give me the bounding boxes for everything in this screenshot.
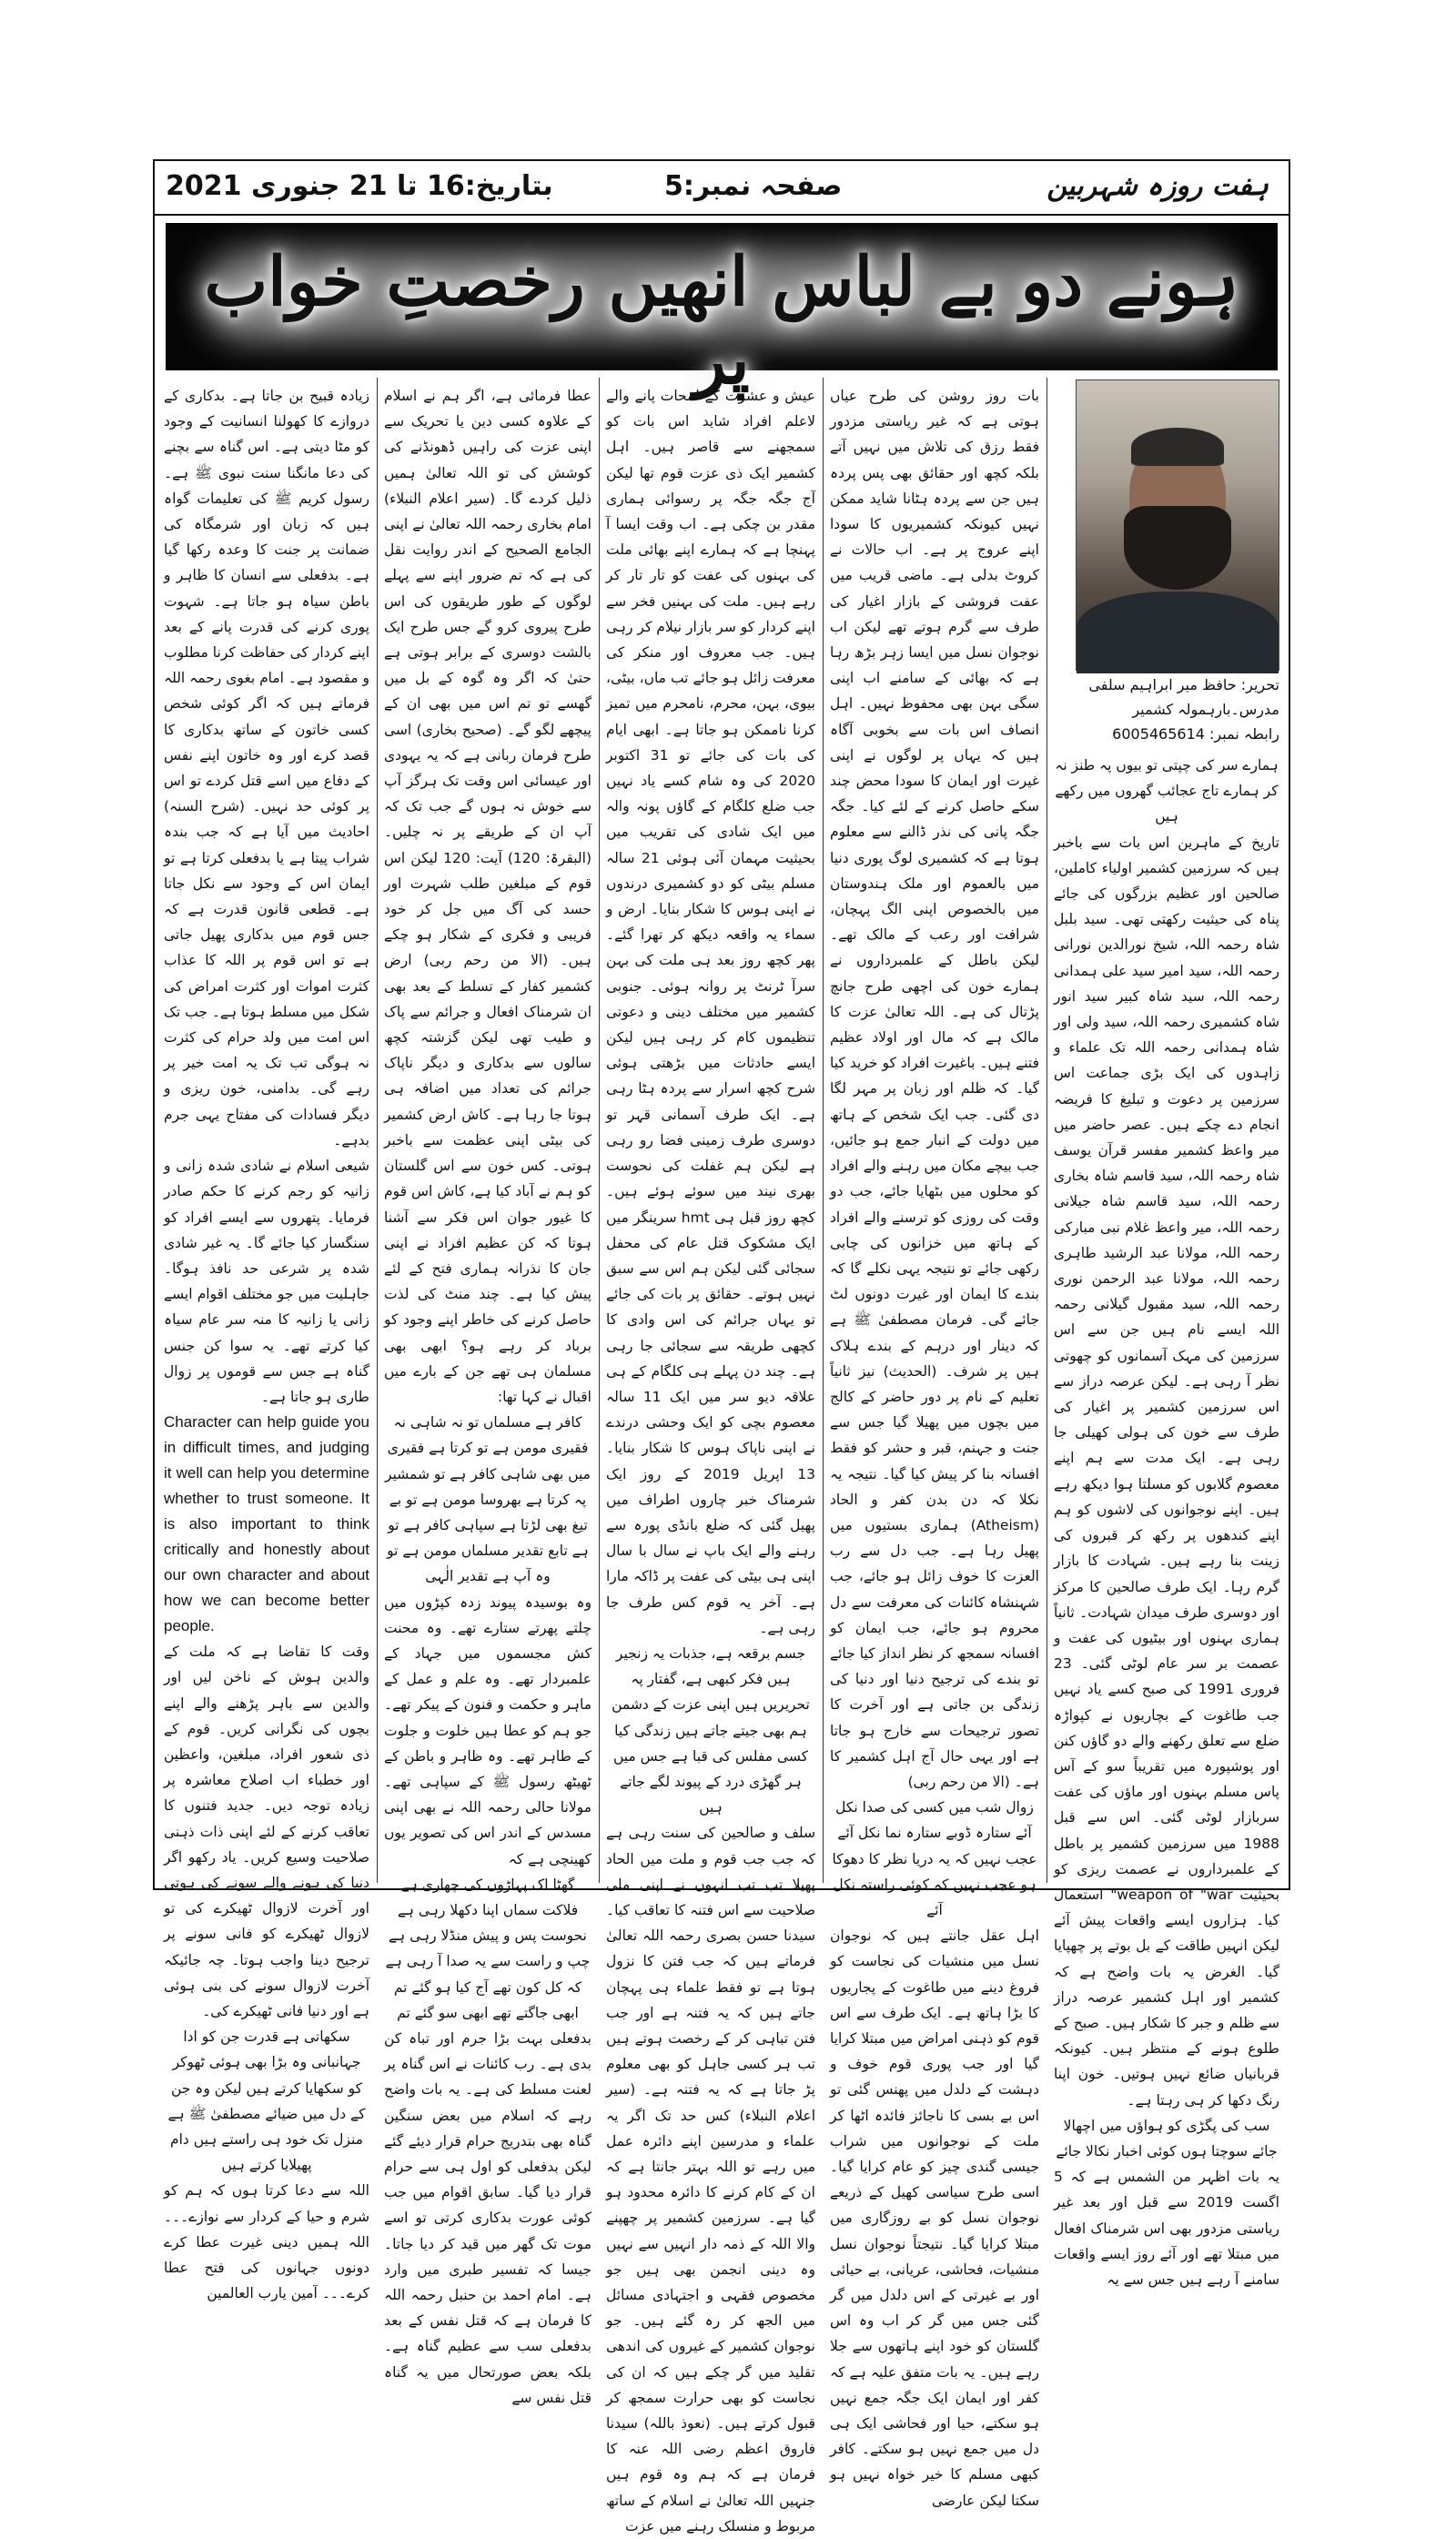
article-column-1 [1054,753,1280,2288]
couplet: سب کی پگڑی کو ہواؤں میں اچھالا جائے سوچتا ہوں کوئی اخبار نکالا جائے [1056,2117,1278,2160]
iqbal-verse: کافر ہے مسلماں تو نہ شاہی نہ فقیری مومن ہے تو کرتا ہے فقیری میں بھی شاہی کافر ہے تو شمشیر پہ کرتا ہے بھروسا مومن ہے تو بے تیغ بھی لڑتا ہے سپاہی کافر ہے تو ہے تابع تقدیر مسلماں مومن ہے تو وہ آپ ہے تقدیر الٰہی [385,1414,591,1585]
article-column-4 [384,383,592,2406]
author-photo [1076,379,1279,671]
photo-shoulders [1077,592,1279,673]
english-quote: Character can help guide you in difficult times, and judging it well can help you determine whether to trust someone. It is also important to think critically and honestly about our own character and about how we can become better people. [164,1413,369,1635]
column-5-advice: وقت کا تقاضا ہے کہ ملت کے والدین ہوش کے ناخن لیں اور والدین سے باہر پڑھنے والے اپنے بچوں کی نگرانی کریں۔ قوم کے ذی شعور افراد، مبلغین، واعظین اور خطباء اب اصلاح معاشرہ پر زیادہ توجہ دیں۔ جدید فتنوں کا تعاقب کرنے کے لئے اپنی ذات ذہنی صلاحیت وسیع کریں۔ یاد رکھو اگر دنیا کی ہونے والے سونے کی ہوتی اور آخرت لازوال ٹھیکرے کی تو لازوال ٹھیکرے کو فانی سونے پر ترجیح دینا واجب ہوتا۔ چہ جائیکہ آخرت لازوال سونے کی بنی ہوئی ہے اور دنیا فانی ٹھیکرے کی۔ [164,1644,369,2019]
author-contact: رابطہ نمبر: 6005465614 [1112,725,1279,743]
column-2-continued: اہل عقل جانتے ہیں کہ نوجوان نسل میں منشیات کی نجاست کو فروغ دینے میں طاغوت کے پجاریوں کا بڑا ہاتھ ہے۔ ایک طرف سے اس قوم کو ذہنی امراض میں مبتلا کرایا گیا اور جب پوری قوم خوف و دہشت کے دلدل میں پھنس گئی تو اس بے بسی کا ناجائز فائدہ اٹھا کر ملت کے نوجوانوں میں شراب جیسی گندی چیز کو عام کرایا گیا۔ اسی طرح سیاسی کھیل کے ذریعے نوجوان نسل کو بے روزگاری میں مبتلا کرایا گیا۔ نتیجتاً نوجوان نسل منشیات، فحاشی، عریانی، بے حیائی اور بے غیرتی کے اس دلدل میں گر گئی جس میں گر کر اب وہ اس گلستان کو خود اپنے ہاتھوں سے جلا رہے ہیں۔ یہ بات متفق علیہ ہے کہ کفر اور ایمان ایک جگہ جمع نہیں ہو سکتے، حیا اور فحاشی ایک ہی دل میں جمع نہیں ہو سکتے۔ کافر کبھی مسلم کا خیر خواہ نہیں ہو سکتا لیکن عارضی [830,1927,1039,2509]
column-4-paragraph: وہ بوسیدہ پیوند زدہ کپڑوں میں چلتے پھرتے ستارے تھے۔ وہ محنت کش مجسموں میں جہاد کے علمبردار تھے۔ وہ علم و عمل کے ماہر و حکمت و فنون کے پیکر تھے۔ جو ہم کو عطا ہیں خلوت و جلوت کے طاہر تھے۔ وہ ظاہر و باطن کے ٹھیٹھ رسول ﷺ کے سپاہی تھے۔ مولانا حالی رحمہ اللہ نے بھی اپنی مسدس کے اندر اس کی تصویر یوں کھینچی ہے کہ [384,1593,592,1867]
column-1-body: تاریخ کے ماہرین اس بات سے باخبر ہیں کہ سرزمین کشمیر اولیاء کاملین، صالحین اور عظیم بزرگوں کی جائے پناہ کی حیثیت رکھتی تھی۔ سید بلبل شاہ رحمہ اللہ، شیخ نورالدین نورانی رحمہ اللہ، سید امیر سید علی ہمدانی رحمہ اللہ، سید شاہ کبیر سید انور شاہ کشمیری رحمہ اللہ، سید ولی اور شاہ ہمدانی رحمہ اللہ تک علماء و زاہدوں کی ایک بڑی جماعت اس سرزمین پر دعوت و تبلیغ کا فریضہ انجام دے چکے ہیں۔ عصر حاضر میں میر واعظ کشمیر مفسر قرآن یوسف شاہ رحمہ اللہ، سید قاسم شاہ بخاری رحمہ اللہ، سید قاسم شاہ جیلانی رحمہ اللہ، میر واعظ غلام نبی مبارکی رحمہ اللہ، مولانا عبد الرشید طاہری رحمہ اللہ، مولانا عبد الرحمن نوری رحمہ اللہ، سید مقبول گیلانی رحمہ اللہ ایسے نام ہیں جن سے اس سرزمین کی مہک آسمانوں کو چھوتی نظر آ رہی ہے۔ لیکن عرصہ دراز سے اس سرزمین کشمیر پر اغیار کی طرف سے خون کی ہولی کھیلی جا رہی ہے۔ ایک مدت سے ہم اپنے معصوم گلابوں کو مسلتا ہوا دیکھ رہے ہیں۔ اپنے نوجوانوں کی لاشوں کو ہم اپنے کندھوں پر رکھ کر قبروں کی زینت بنا رہے ہیں۔ شہادت کا بازار گرم رہا۔ ایک طرف صالحین کا مرکز اور دوسری طرف میدان شہادت۔ ثانیاً ہماری بہنوں اور بیٹیوں کی عفت و عصمت بر سر عام لوٹی گئی۔ 23 فروری 1991 کی صبح کسے یاد نہیں جب طاغوت کے بچاریوں نے کپواڑہ ضلع سے تعلق رکھنے والے دو گاؤں کنن اور پوشپورہ میں تقریباً سو کے آس پاس مسلم بہنوں اور ماؤں کی عفت سربازار لوٹی گئی۔ اس سے قبل 1988 میں سرزمین کشمیر پر باطل کے علمبرداروں نے عصمت ریزی کو بحیثیت weapon of "war" استعمال کیا۔ ہزاروں ایسے واقعات پیش آئے لیکن انہیں طاقت کے بل بوتے پر چھپایا گیا۔ الغرض یہ بات واضح ہے کہ کشمیر اور اہل کشمیر عرصہ دراز سے ظلم و جبر کا شکار ہیں۔ صبح کے طلوع ہونے کے منتظر ہیں۔ کیونکہ قربانیاں ضائع نہیں ہوتیں۔ خون اپنا رنگ دکھا کر ہی رہتا ہے۔ [1054,834,1280,2109]
article-column-5 [164,383,369,2302]
newspaper-page [153,159,1290,2534]
article-column-2 [830,383,1039,2509]
opening-couplet: ہمارے سر کی چپتی تو بیوں پہ طنز نہ کر ہمارے تاج عجائب گھروں میں رکھے ہیں [1055,757,1279,825]
photo-beard [1124,506,1231,590]
column-rule [599,378,600,1883]
column-2-body: بات روز روشن کی طرح عیاں ہوتی ہے کہ غیر ریاستی مزدور فقط رزق کی تلاش میں نہیں آتے بلکہ کچھ اور حقائق بھی پس پردہ ہیں جن سے پردہ ہٹانا شاید ممکن نہیں کیونکہ کشمیریوں کا سودا اپنے عروج پر ہے۔ اب حالات نے کروٹ بدلی ہے۔ ماضی قریب میں عفت فروشی کے بازار اغیار کی طرف سے گرم ہوتے تھے لیکن اب نوجوان نسل میں ایسا زہر بڑھ رہا ہے کہ بھائی کے سامنے اب اپنی سگی بہن بھی محفوظ نہیں۔ اہل انصاف اس بات سے بخوبی آگاہ ہیں کہ یہاں پر لوگوں نے اپنی غیرت اور ایمان کا سودا محض چند سکے حاصل کرنے کے لئے کیا۔ جگہ جگہ پانی کی نذر ڈالنے سے معلوم ہوتا ہے کہ کشمیری لوگ پوری دنیا میں بالعموم اور ملک ہندوستان میں بالخصوص اپنی الگ پہچان، شرافت اور رعب کے مالک تھے۔ لیکن باطل کے علمبرداروں نے ہمارے خون کی اچھی طرح جانچ پڑتال کی ہے۔ اللہ تعالیٰ عزت کا مالک ہے کہ مال اور اولاد عظیم فتنے ہیں۔ باغیرت افراد کو خرید کیا گیا۔ کہ ظلم اور زبان پر مہر لگا دی گئی۔ جب ایک شخص کے ہاتھ میں دولت کے انبار جمع ہو جائیں، جب بیچے مکان میں رہنے والے افراد کو محلوں میں بٹھایا جائے، جب دو وقت کی روزی کو ترسنے والے افراد کے ہاتھ میں خزانوں کی چابی رکھی جائے تو نتیجہ یہی نکلے گا کہ بندے کا ایمان اور غیرت دونوں لٹ جائے گی۔ فرمان مصطفیٰ ﷺ ہے کہ دینار اور درہم کے بندے ہلاک ہیں پر شرف۔ (الحدیث) نیز ثانیاً تعلیم کے نام پر دور حاضر کے کالج میں بچوں میں پھیلا گیا جس سے جنت و جہنم، قبر و حشر کو فقط افسانہ بنا کر پیش کیا گیا۔ نتیجہ یہ نکلا کہ دن بدن کفر و الحاد (Atheism) ہماری بستیوں میں پھیل رہا ہے۔ جب دل سے رب العزت کا خوف زائل ہو جائے، جب شہنشاہ کائنات کی معرفت سے دل محروم ہو جائے، جب ایمان کو افسانہ سمجھ کر نظر انداز کیا جائے تو بندے کی ترجیح دنیا اور دنیا کی زندگی بن جاتی ہے اور آخرت کا تصور ترجیحات سے خارج ہو جاتا ہے اور یہی حال آج اہل کشمیر کا ہے۔ (الا من رحم ربی) [830,388,1039,1790]
author-name: تحریر: حافظ میر ابراہیم سلفی [1088,676,1279,693]
column-rule [823,378,824,1883]
couplet: زوال شب میں کسی کی صدا نکل آئے ستارہ ڈوبے ستارہ نما نکل آئے عجب نہیں کہ یہ دریا نظر کا دھوکا ہو عجب نہیں کہ کوئی راستہ نکل آئے [832,1799,1037,1918]
column-rule [1046,378,1047,1883]
column-5-paragraph: شیعی اسلام نے شادی شدہ زانی و زانیہ کو رجم کرنے کا حکم صادر فرمایا۔ پتھروں سے ایسے افراد کو سنگسار کیا جائے گا۔ یہ غیر شادی شدہ پر شرعی حد نافذ ہوگا۔ جاہلیت میں جو مختلف اقوام ایسے زانی یا زانیہ کا منہ سر عام سیاہ کیا کرتے تھے۔ یہ سوا کن جنس گناہ ہے جس سے قوموں پر زوال طاری ہو جاتا ہے۔ [164,1158,369,1405]
column-1-continued: یہ بات اظہر من الشمس ہے کہ 5 اگست 2019 سے قبل اور بعد غیر ریاستی مزدور بھی اس شرمناک افعال میں مبتلا تھے اور آئے روز ایسے واقعات سامنے آ رہے ہیں جس سے یہ [1054,2169,1279,2288]
publication-name: ہفت روزہ شہربین [1046,170,1269,202]
article-headline: ہونے دو بے لباس انھیں رخصتِ خواب پر [204,243,1239,400]
issue-date: بتاریخ:16 تا 21 جنوری 2021 [166,170,553,202]
column-5-body: زیادہ قبیح بن جاتا ہے۔ بدکاری کے دروازے کا کھولنا انسانیت کے وجود کو مٹا دیتی ہے۔ اس گناہ سے بچنے کی دعا مانگنا سنت نبوی ﷺ ہے۔ رسول کریم ﷺ کی تعلیمات گواہ ہیں کہ زبان اور شرمگاہ کی ضمانت پر جنت کا وعدہ رکھا گیا ہے۔ بدفعلی سے انسان کا ظاہر و باطن سیاہ ہو جاتا ہے۔ شہوت پوری کرنے کی قدرت پانے کے بعد اپنے کردار کی حفاظت کرنا مطلوب و مقصود ہے۔ امام بغوی رحمہ اللہ فرماتے ہیں کہ اگر کوئی شخص کسی خاتون کے ساتھ بدکاری کا قصد کرے اور وہ خاتون اپنے نفس کے دفاع میں اسے قتل کردے تو اس پر کوئی حد نہیں۔ (شرح السنہ) احادیث میں آیا ہے کہ جب بندہ شراب پیتا ہے یا بدفعلی کرتا ہے تو ایمان اس کے وجود سے نکل جاتا ہے۔ قطعی قانون قدرت ہے کہ جس قوم میں بدکاری پھیل جاتی ہے تو اس قوم پر اللہ کا عذاب کثرت اموات اور کثرت امراض کی شکل میں مسلط ہوتا ہے۔ جب تک اس امت میں ولد حرام کی کثرت نہ ہوگی تب تک یہ امت خیر پر رہے گی۔ بدامنی، خون ریزی و دیگر فسادات کی مفتاح یہی جرم بدہے۔ [164,388,369,1148]
author-role: مدرس۔بارہمولہ کشمیر [1132,701,1279,718]
page-number: صفحہ نمبر:5 [664,170,843,202]
article-column-3 [606,383,815,2534]
column-4-body: عطا فرمائی ہے، اگر ہم نے اسلام کے علاوہ کسی دین یا تحریک سے اپنی عزت کی راہیں ڈھونڈنے کی کوشش کی تو اللہ تعالیٰ ہمیں ذلیل کردے گا۔ (سیر اعلام النبلاء) امام بخاری رحمہ اللہ تعالیٰ نے اپنی الجامع الصحیح کے اندر روایت نقل کی ہے کہ تم ضرور اپنے سے پہلے لوگوں کے طور طریقوں کی اس طرح پیروی کرو گے جس طرح ایک بالشت دوسری کے برابر ہوتی ہے حتیٰ کہ اگر وہ گوہ کے بل میں گھسے تو تم اس میں بھی ان کے پیچھے لگو گے۔ (صحیح بخاری) اسی طرح فرمان ربانی ہے کہ یہ یہودی اور عیسائی اس وقت تک ہرگز آپ سے خوش نہ ہوں گے جب تک کہ آپ ان کے طریقے پر نہ چلیں۔ (البقرۃ: 120) آیت: 120 لیکن اس قوم کے مبلغین طلب شہرت اور حسد کی آگ میں جل کر خود فریبی و فکری کے شکار ہو چکے ہیں۔ (الا من رحم ربی) ارض کشمیر کفار کے تسلط کے بعد بھی ان شرمناک افعال و جرائم سے پاک و طیب تھی لیکن گزشتہ کچھ سالوں سے بدکاری و دیگر ناپاک جرائم کی تعداد میں اضافہ ہی ہوتا جا رہا ہے۔ کاش ارض کشمیر کی بیٹی اپنی عظمت سے باخبر ہوتی۔ کس خون سے اس گلستان کو ہم نے آباد کیا ہے، کاش اس قوم کا غیور جوان اس فکر سے آشنا ہوتا کہ کن عظیم افراد نے اپنی جان کا نذرانہ ہماری فتح کے لئے پیش کیا ہے۔ چند منٹ کی لذت حاصل کرنے کی خاطر اپنے وجود کو برباد کر رہے ہو؟ ابھی بھی مسلمان ہی تھے جن کے بارے میں اقبال نے کہا تھا: [384,388,592,1405]
author-byline [1077,673,1279,746]
column-rule [377,378,378,1883]
column-3-continued: سلف و صالحین کی سنت رہی ہے کہ جب جب قوم و ملت میں الحاد پھیلا تب تب انہوں نے اپنی ملی صلاحیت سے اس فتنہ کا تعاقب کیا۔ سیدنا حسن بصری رحمہ اللہ تعالیٰ فرماتے ہیں کہ جب فتن کا نزول ہوتا ہے تو فقط علماء ہی پہچان جاتے ہیں کہ یہ فتنہ ہے اور جب فتن تباہی کر کے رخصت ہوتے ہیں تب ہر کسی جاہل کو بھی معلوم پڑ جاتا ہے کہ یہ فتنہ ہے۔ (سیر اعلام النبلاء) کس حد تک اگر یہ علماء و مدرسین اپنے دائرہ عمل میں رہے تو اللہ بہتر جانتا ہے کہ ان کے کام کرنے کا دائرہ محدود ہو گیا ہے۔ سرزمین کشمیر پر چھپنے والا اللہ کے ذمہ دار انہیں سے نہیں وہ دینی انجمن بھی ہیں جو مخصوص فقہی و اجتہادی مسائل میں الجھ کر رہ گئے ہیں۔ جو نوجوان کشمیر کے غیروں کی اندھی تقلید میں گر چکے ہیں کہ ان کی نجاست کو بھی حرارت سمجھ کر قبول کرتے ہیں۔ (نعوذ باللہ) سیدنا فاروق اعظم رضی اللہ عنہ کا فرمان ہے کہ ہم وہ قوم ہیں جنہیں اللہ تعالیٰ نے اسلام کے ساتھ مربوط و منسلک رہنے میں عزت [606,1825,815,2534]
closing-couplet: سکھاتی ہے قدرت جن کو ادا جہانبانی وہ بڑا بھی ہوئی ٹھوکر کو سکھایا کرتے ہیں لیکن وہ جن کے دل میں ضیائے مصطفیٰ ﷺ ہے منزل تک خود ہی راستے ہیں دام پھیلایا کرتے ہیں [167,2028,366,2174]
photo-cap [1131,428,1224,466]
column-4-continued: بدفعلی بہت بڑا جرم اور تباہ کن بدی ہے۔ رب کائنات نے اس گناہ پر لعنت مسلط کی ہے۔ یہ بات واضح رہے کہ اسلام میں بعض سنگین گناہ بھی بتدریج حرام قرار دیئے گئے لیکن بدفعلی کو اول ہی سے حرام قرار دیا گیا۔ سابق اقوام میں جب کوئی عورت بدکاری کرتی تو اسے موت تک گھر میں قید کر دیا جاتا۔ جیسا کہ تفسیر طبری میں وارد ہے۔ امام احمد بن حنبل رحمہ اللہ کا فرمان ہے کہ قتل نفس کے بعد بدفعلی سب سے عظیم گناہ ہے۔ بلکہ بعض صورتحال میں یہ گناہ قتل نفس سے [384,2030,592,2406]
headline-banner [166,223,1278,400]
column-3-body: عیش و عشرت کے لمحات پانے والے لاعلم افراد شاید اس بات کو سمجھنے سے قاصر ہیں۔ اہل کشمیر ایک ذی عزت قوم تھا لیکن آج جگہ جگہ پر رسوائی ہماری مقدر بن چکی ہے۔ اب وقت ایسا آ پہنچا ہے کہ ہمارے اپنے بھائی ملت کی بہنوں کی عفت کو تار تار کر رہے ہیں۔ ملت کی بہنیں فخر سے اپنے کردار کو سر بازار نیلام کر رہی ہیں۔ جب معروف اور منکر کی معرفت زائل ہو جائے تب ماں، بیٹی، بیوی، بہن، محرم، نامحرم میں تمیز کرنا ناممکن ہو جاتا ہے۔ ابھی ایام کی بات کی جائے تو 31 اکتوبر 2020 کی وہ شام کسے یاد نہیں جب ضلع کلگام کے گاؤں پونہ والہ میں ایک شادی کی تقریب میں بحیثیت مہمان آئی ہوئی 21 سالہ مسلم بیٹی کو دو کشمیری درندوں نے اپنی ہوس کا شکار بنایا۔ ارض و سماء یہ واقعہ دیکھ کر تھرا گئے۔ پھر کچھ روز بعد ہی ملت کی بہن سرآ ٹرنٹ پر روانہ ہوئی۔ جنوبی کشمیر میں مختلف دینی و دعوتی تنظیموں کام کر رہی ہیں لیکن ایسے حادثات میں بڑھتی ہوئی شرح کچھ اسرار سے پردہ ہٹا رہی ہے۔ ایک طرف آسمانی قہر تو دوسری طرف زمینی فضا رو رہی ہے لیکن ہم غفلت کی نحوست بھری نیند میں سوئے ہوئے ہیں۔ کچھ روز قبل ہی hmt سرینگر میں ایک مشکوک قتل عام کی محفل سجائی گئی لیکن ہم اس سے سبق نہیں ہوتے۔ حقائق پر بات کی جائے تو یہاں جرائم کی اس وادی کا کچھی طریقہ سے سجائی جا رہی ہے۔ چند دن پہلے ہی کلگام کے ہی علاقہ دیو سر میں ایک 11 سالہ معصوم بچی کو ایک وحشی درندے نے اپنی ناپاک ہوس کا شکار بنایا۔ 13 اپریل 2019 کے روز ایک شرمناک خبر چاروں اطراف میں پھیل گئی کہ ضلع بانڈی پورہ سے رہنے والے ایک باپ نے سال با سال اپنی ہی بیٹی کی عفت پر ڈاکہ مارا ہے۔ آخر یہ قوم کس طرف جا رہی ہے۔ [606,388,815,1636]
page-header-bar [155,161,1289,216]
closing-prayer: اللہ سے دعا کرتا ہوں کہ ہم کو شرم و حیا کے کردار سے نوازے۔۔۔ اللہ ہمیں دینی غیرت عطا کرے دونوں جہانوں کی فتح عطا کرے۔۔۔ آمین یارب العالمین [164,2182,369,2302]
hali-verse: گھٹا اک پہاڑوں کی چھاری ہے فلاکت سماں اپنا دکھلا رہی ہے نحوست پس و پیش منڈلا رہی ہے چپ و راست سے یہ صدا آ رہی ہے کہ کل کون تھے آج کیا ہو گئے تم ابھی جاگتے تھے ابھی سو گئے تم [385,1876,591,2021]
couplet: جسم برقعہ ہے، جذبات یہ زنجیر ہیں فکر کبھی ہے، گفتار پہ تحریریں ہیں اپنی عزت کے دشمن ہم بھی جیتے جاتے ہیں زندگی کیا کسی مفلس کی قبا ہے جس میں ہر گھڑی درد کے پیوند لگے جاتے ہیں [612,1644,810,1816]
